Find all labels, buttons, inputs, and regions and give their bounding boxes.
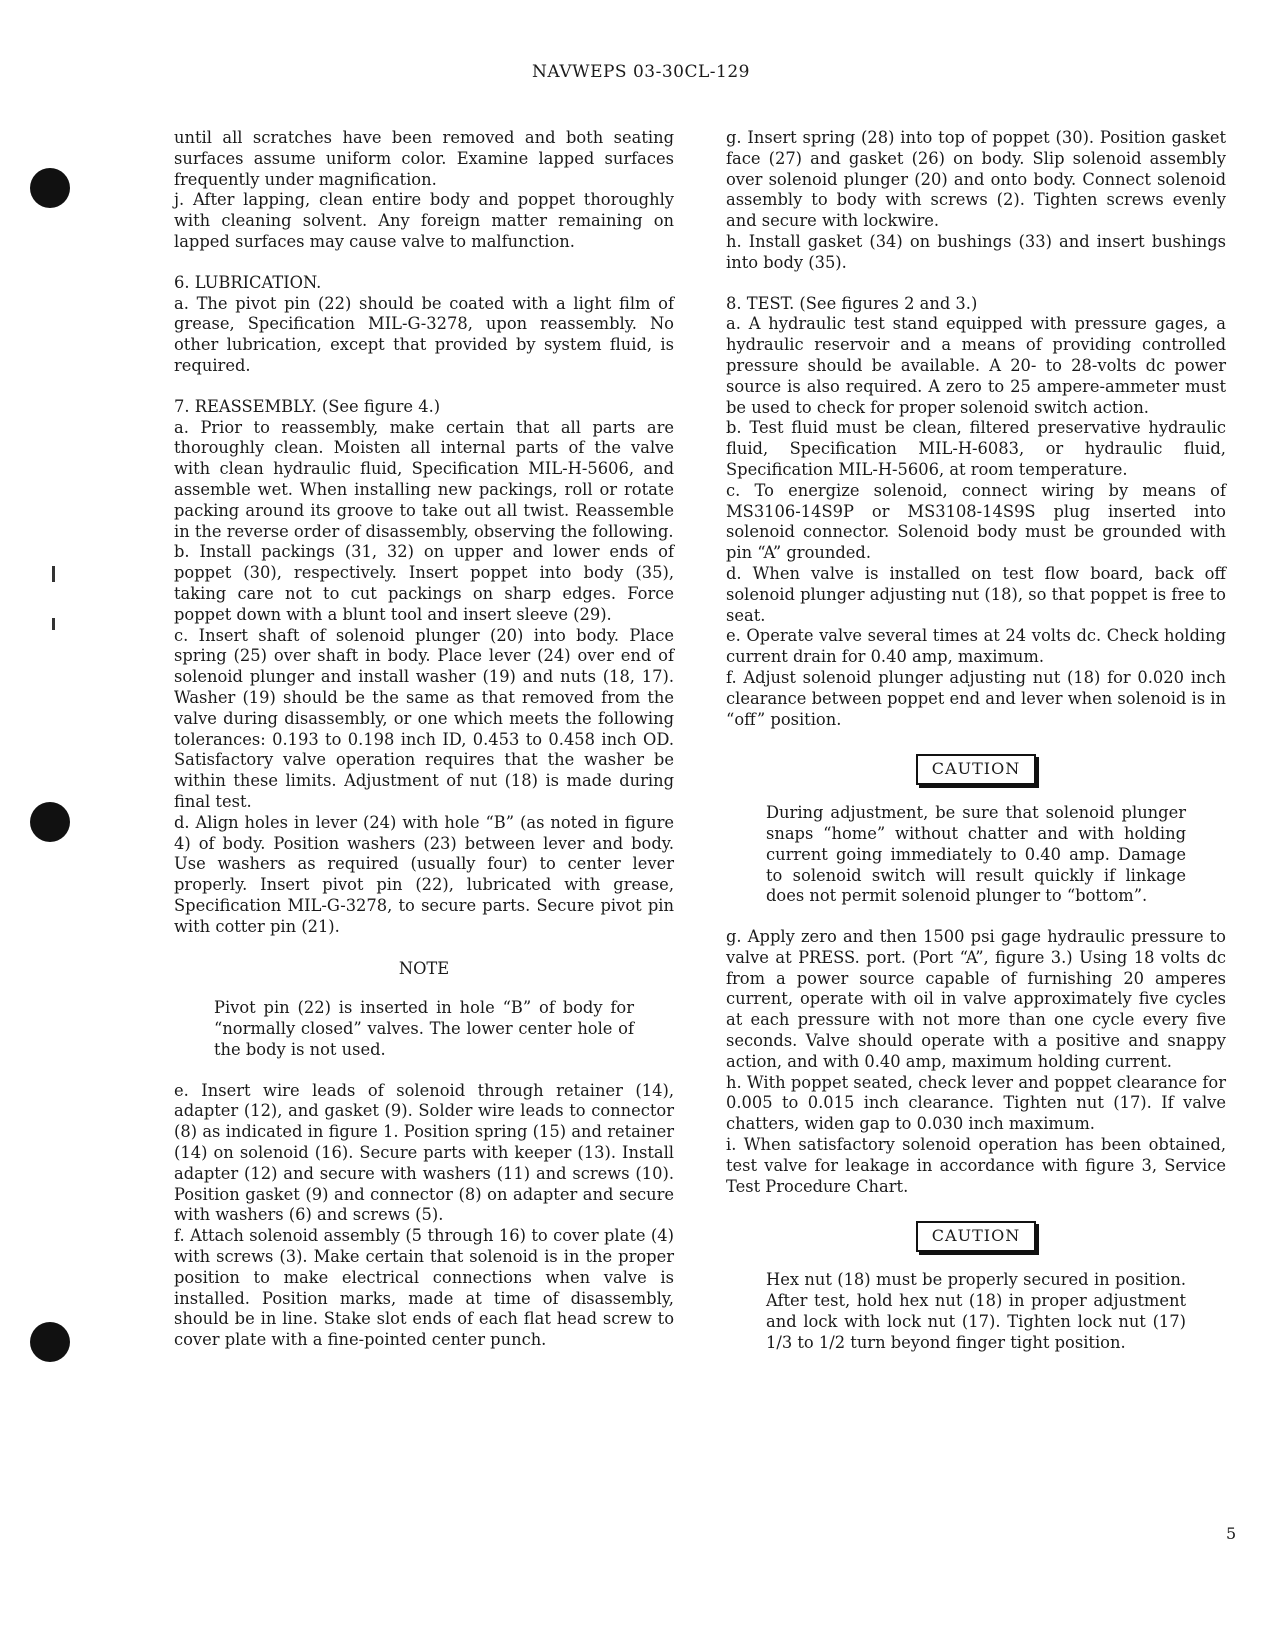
paragraph-6a: a. The pivot pin (22) should be coated with a light film of grease, Specification MIL-G-3278, upon reassembly. No other lubrication, except that provided by system fluid, is required.: [174, 293, 674, 375]
right-column: [726, 128, 1226, 1353]
paragraph-7c: c. Insert shaft of solenoid plunger (20) into body. Place spring (25) over shaft in body. Place lever (24) over end of solenoid plunger and install washer (19) and nuts (18, 17). Washer (19) should be the same as that removed from the valve during disassembly, or one which meets the following tolerances: 0.193 to 0.198 inch ID, 0.453 to 0.458 inch OD. Satisfactory valve operation requires that the washer be within these limits. Adjustment of nut (18) is made during final test.: [174, 625, 674, 811]
paragraph-7h: h. Install gasket (34) on bushings (33) and insert bushings into body (35).: [726, 231, 1226, 272]
binder-hole: [30, 168, 70, 208]
section-heading-test: 8. TEST. (See figures 2 and 3.): [726, 293, 978, 313]
note-text: Pivot pin (22) is inserted in hole “B” of body for “normally closed” valves. The lower center hole of the body is not used.: [214, 998, 634, 1059]
paragraph-7b: b. Install packings (31, 32) on upper and lower ends of poppet (30), respectively. Insert poppet into body (35), taking care not to cut packings on sharp edges. Force poppet down with a blunt tool and insert sleeve (29).: [174, 542, 674, 624]
paragraph-8i: i. When satisfactory solenoid operation has been obtained, test valve for leakage in accordance with figure 3, Service Test Procedure Chart.: [726, 1135, 1226, 1196]
paragraph-7a: a. Prior to reassembly, make certain that all parts are thoroughly clean. Moisten all internal parts of the valve with clean hydraulic fluid, Specification MIL-H-5606, and assemble wet. When installing new packings, roll or rotate packing around its groove to take out all twist. Reassemble in the reverse order of disassembly, observing the following.: [174, 417, 674, 541]
caution-label: CAUTION: [916, 754, 1036, 785]
scan-mark: [52, 566, 55, 582]
paragraph-8f: f. Adjust solenoid plunger adjusting nut (18) for 0.020 inch clearance between poppet end and lever when solenoid is in “off” position.: [726, 667, 1226, 729]
section-heading-reassembly: 7. REASSEMBLY. (See figure 4.): [174, 396, 441, 416]
paragraph-8c: c. To energize solenoid, connect wiring by means of MS3106-14S9P or MS3108-14S9S plug inserted into solenoid connector. Solenoid body must be grounded with pin “A” grounded.: [726, 480, 1226, 563]
paragraph-8g: g. Apply zero and then 1500 psi gage hydraulic pressure to valve at PRESS. port. (Port “A”, figure 3.) Using 18 volts dc from a power source capable of furnishing 20 amperes current, operate with oil in valve approximately five cycles at each pressure with not more than one cycle every five seconds. Valve should operate with a positive and snappy action, and with 0.40 amp, maximum holding current.: [726, 927, 1226, 1071]
scan-mark: [52, 618, 55, 630]
binder-hole: [30, 1322, 70, 1362]
left-column: [174, 128, 674, 1351]
paragraph-8b: b. Test fluid must be clean, filtered preservative hydraulic fluid, Specification MIL-H-6083, or hydraulic fluid, Specification MIL-H-5606, at room temperature.: [726, 418, 1226, 479]
paragraph-7f: f. Attach solenoid assembly (5 through 16) to cover plate (4) with screws (3). Make certain that solenoid is in the proper position to make electrical connections when valve is installed. Position marks, made at time of disassembly, should be in line. Stake slot ends of each flat head screw to cover plate with a fine-pointed center punch.: [174, 1226, 674, 1350]
paragraph-j: j. After lapping, clean entire body and poppet thoroughly with cleaning solvent. Any foreign matter remaining on lapped surfaces may cause valve to malfunction.: [174, 190, 674, 251]
document-header: NAVWEPS 03-30CL-129: [532, 62, 750, 82]
paragraph-8d: d. When valve is installed on test flow board, back off solenoid plunger adjusting nut (18), so that poppet is free to seat.: [726, 563, 1226, 625]
paragraph-8e: e. Operate valve several times at 24 volts dc. Check holding current drain for 0.40 amp, maximum.: [726, 626, 1226, 667]
caution-text: Hex nut (18) must be properly secured in position. After test, hold hex nut (18) in proper adjustment and lock with lock nut (17). Tighten lock nut (17) 1/3 to 1/2 turn beyond finger tight position.: [766, 1270, 1186, 1352]
paragraph-8h: h. With poppet seated, check lever and poppet clearance for 0.005 to 0.015 inch clearance. Tighten nut (17). If valve chatters, widen gap to 0.030 inch maximum.: [726, 1072, 1226, 1134]
page-number: 5: [1226, 1524, 1237, 1543]
binder-hole: [30, 802, 70, 842]
paragraph-7g: g. Insert spring (28) into top of poppet (30). Position gasket face (27) and gasket (26) on body. Slip solenoid assembly over solenoid plunger (20) and onto body. Connect solenoid assembly to body with screws (2). Tighten screws evenly and secure with lockwire.: [726, 128, 1226, 231]
note-heading: NOTE: [398, 959, 450, 979]
paragraph-7e: e. Insert wire leads of solenoid through retainer (14), adapter (12), and gasket (9). Solder wire leads to connector (8) as indicated in figure 1. Position spring (15) and retainer (14) on solenoid (16). Secure parts with keeper (13). Install adapter (12) and secure with washers (11) and screws (10). Position gasket (9) and connector (8) on adapter and secure with washers (6) and screws (5).: [174, 1080, 674, 1225]
paragraph-7d: d. Align holes in lever (24) with hole “B” (as noted in figure 4) of body. Position washers (23) between lever and body. Use washers as required (usually four) to center lever properly. Insert pivot pin (22), lubricated with grease, Specification MIL-G-3278, to secure parts. Secure pivot pin with cotter pin (21).: [174, 812, 674, 936]
caution-label: CAUTION: [916, 1221, 1036, 1252]
caution-text: During adjustment, be sure that solenoid plunger snaps “home” without chatter and with holding current going immediately to 0.40 amp. Damage to solenoid switch will result quickly if linkage does not permit solenoid plunger to “bottom”.: [766, 803, 1186, 906]
paragraph-i-continued: until all scratches have been removed and both seating surfaces assume uniform color. Examine lapped surfaces frequently under magnification.: [174, 128, 674, 189]
paragraph-8a: a. A hydraulic test stand equipped with pressure gages, a hydraulic reservoir and a means of providing controlled pressure should be available. A 20- to 28-volts dc power source is also required. A zero to 25 ampere-ammeter must be used to check for proper solenoid switch action.: [726, 314, 1226, 417]
section-heading-lubrication: 6. LUBRICATION.: [174, 272, 322, 292]
